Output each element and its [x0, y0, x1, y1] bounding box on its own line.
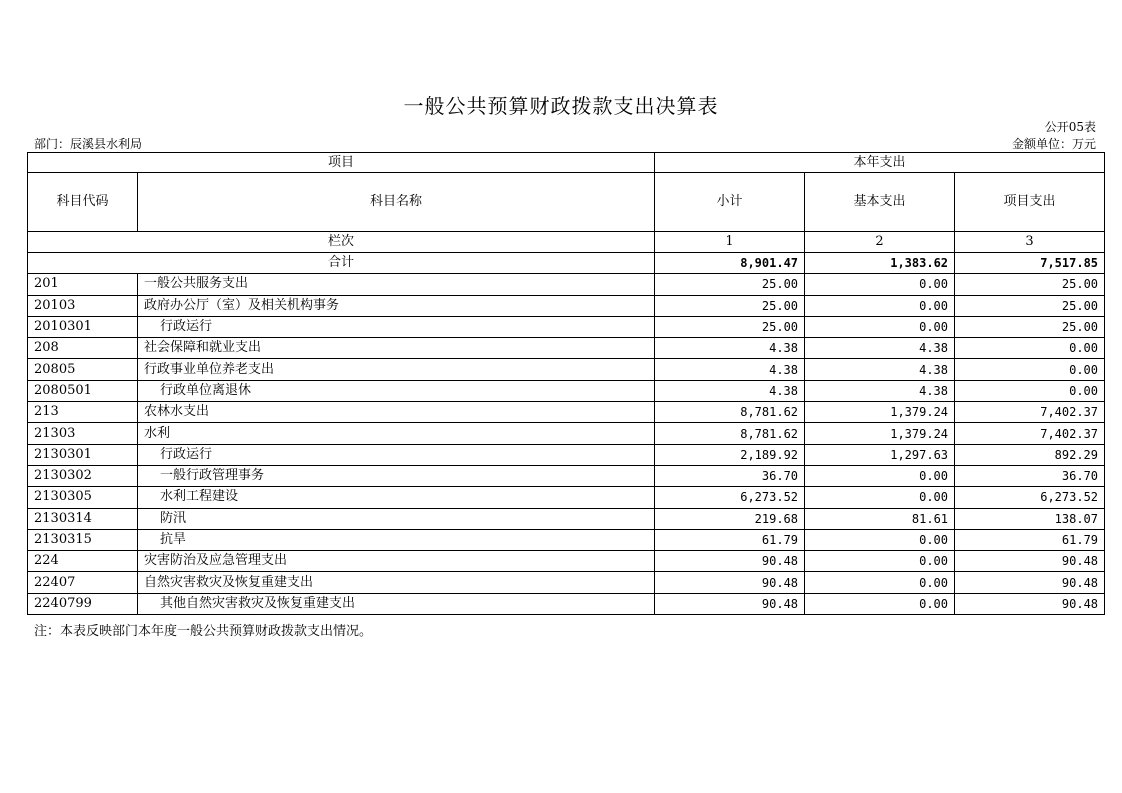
row-code: 224 [28, 551, 138, 572]
expenditure-table [27, 152, 1105, 615]
row-project: 0.00 [955, 359, 1105, 380]
header-row-top [28, 153, 1105, 173]
row-subtotal: 4.38 [655, 380, 805, 401]
total-label: 合计 [28, 253, 655, 274]
table-row [28, 551, 1105, 572]
table-row [28, 444, 1105, 465]
table-row [28, 359, 1105, 380]
table-row [28, 338, 1105, 359]
row-code: 20805 [28, 359, 138, 380]
row-code: 213 [28, 402, 138, 423]
row-basic: 81.61 [805, 508, 955, 529]
form-number: 公开05表 [1044, 120, 1096, 134]
column-no-2: 2 [805, 232, 955, 253]
row-code: 201 [28, 274, 138, 295]
row-name: 防汛 [138, 508, 655, 529]
row-basic: 0.00 [805, 572, 955, 593]
header-item: 项目 [28, 153, 655, 173]
row-code: 2130314 [28, 508, 138, 529]
row-code: 2130305 [28, 487, 138, 508]
row-basic: 1,379.24 [805, 423, 955, 444]
total-basic: 1,383.62 [805, 253, 955, 274]
column-label: 栏次 [28, 232, 655, 253]
row-basic: 0.00 [805, 529, 955, 550]
row-subtotal: 8,781.62 [655, 423, 805, 444]
table-row [28, 465, 1105, 486]
row-code: 2240799 [28, 593, 138, 614]
row-name: 水利 [138, 423, 655, 444]
row-basic: 0.00 [805, 274, 955, 295]
header-code: 科目代码 [28, 173, 138, 232]
row-basic: 0.00 [805, 487, 955, 508]
table-row [28, 423, 1105, 444]
table-row [28, 274, 1105, 295]
column-no-3: 3 [955, 232, 1105, 253]
row-code: 208 [28, 338, 138, 359]
row-name: 社会保障和就业支出 [138, 338, 655, 359]
table-row [28, 572, 1105, 593]
row-project: 0.00 [955, 338, 1105, 359]
row-name: 农林水支出 [138, 402, 655, 423]
header-row-columns [28, 173, 1105, 232]
row-basic: 1,379.24 [805, 402, 955, 423]
row-subtotal: 4.38 [655, 338, 805, 359]
row-subtotal: 2,189.92 [655, 444, 805, 465]
row-code: 2130315 [28, 529, 138, 550]
table-row [28, 487, 1105, 508]
row-basic: 4.38 [805, 380, 955, 401]
row-project: 7,402.37 [955, 423, 1105, 444]
row-subtotal: 25.00 [655, 295, 805, 316]
row-name: 一般行政管理事务 [138, 465, 655, 486]
header-current-year: 本年支出 [655, 153, 1105, 173]
row-project: 25.00 [955, 274, 1105, 295]
header-basic: 基本支出 [805, 173, 955, 232]
row-project: 138.07 [955, 508, 1105, 529]
row-project: 90.48 [955, 593, 1105, 614]
row-project: 25.00 [955, 316, 1105, 337]
row-basic: 4.38 [805, 338, 955, 359]
row-subtotal: 90.48 [655, 593, 805, 614]
row-name: 行政单位离退休 [138, 380, 655, 401]
total-subtotal: 8,901.47 [655, 253, 805, 274]
row-name: 一般公共服务支出 [138, 274, 655, 295]
row-subtotal: 36.70 [655, 465, 805, 486]
row-project: 36.70 [955, 465, 1105, 486]
row-code: 22407 [28, 572, 138, 593]
row-basic: 1,297.63 [805, 444, 955, 465]
table-row [28, 529, 1105, 550]
row-subtotal: 25.00 [655, 274, 805, 295]
department-label: 部门：辰溪县水利局 [34, 137, 143, 151]
row-subtotal: 90.48 [655, 572, 805, 593]
row-name: 抗旱 [138, 529, 655, 550]
row-subtotal: 8,781.62 [655, 402, 805, 423]
row-name: 其他自然灾害救灾及恢复重建支出 [138, 593, 655, 614]
row-project: 6,273.52 [955, 487, 1105, 508]
row-name: 水利工程建设 [138, 487, 655, 508]
row-subtotal: 6,273.52 [655, 487, 805, 508]
row-name: 行政运行 [138, 444, 655, 465]
row-basic: 0.00 [805, 593, 955, 614]
row-basic: 0.00 [805, 295, 955, 316]
table-row [28, 593, 1105, 614]
row-name: 政府办公厅（室）及相关机构事务 [138, 295, 655, 316]
row-project: 90.48 [955, 572, 1105, 593]
row-code: 2080501 [28, 380, 138, 401]
table-row [28, 316, 1105, 337]
row-project: 25.00 [955, 295, 1105, 316]
row-project: 61.79 [955, 529, 1105, 550]
row-project: 90.48 [955, 551, 1105, 572]
table-row [28, 295, 1105, 316]
header-name: 科目名称 [138, 173, 655, 232]
row-name: 自然灾害救灾及恢复重建支出 [138, 572, 655, 593]
row-subtotal: 90.48 [655, 551, 805, 572]
table-row [28, 508, 1105, 529]
row-name: 灾害防治及应急管理支出 [138, 551, 655, 572]
row-project: 0.00 [955, 380, 1105, 401]
header-project: 项目支出 [955, 173, 1105, 232]
total-project: 7,517.85 [955, 253, 1105, 274]
header-subtotal: 小计 [655, 173, 805, 232]
row-project: 892.29 [955, 444, 1105, 465]
row-subtotal: 61.79 [655, 529, 805, 550]
row-name: 行政运行 [138, 316, 655, 337]
column-number-row [28, 232, 1105, 253]
row-code: 2130301 [28, 444, 138, 465]
row-basic: 0.00 [805, 465, 955, 486]
amount-unit-label: 金额单位：万元 [1011, 137, 1096, 151]
row-basic: 0.00 [805, 316, 955, 337]
footnote: 注：本表反映部门本年度一般公共预算财政拨款支出情况。 [34, 624, 373, 639]
row-basic: 0.00 [805, 551, 955, 572]
row-basic: 4.38 [805, 359, 955, 380]
row-code: 2130302 [28, 465, 138, 486]
row-name: 行政事业单位养老支出 [138, 359, 655, 380]
row-subtotal: 25.00 [655, 316, 805, 337]
row-code: 21303 [28, 423, 138, 444]
total-row [28, 253, 1105, 274]
row-project: 7,402.37 [955, 402, 1105, 423]
column-no-1: 1 [655, 232, 805, 253]
table-row [28, 402, 1105, 423]
row-code: 2010301 [28, 316, 138, 337]
row-subtotal: 219.68 [655, 508, 805, 529]
row-code: 20103 [28, 295, 138, 316]
page-title: 一般公共预算财政拨款支出决算表 [403, 94, 719, 118]
row-subtotal: 4.38 [655, 359, 805, 380]
table-row [28, 380, 1105, 401]
